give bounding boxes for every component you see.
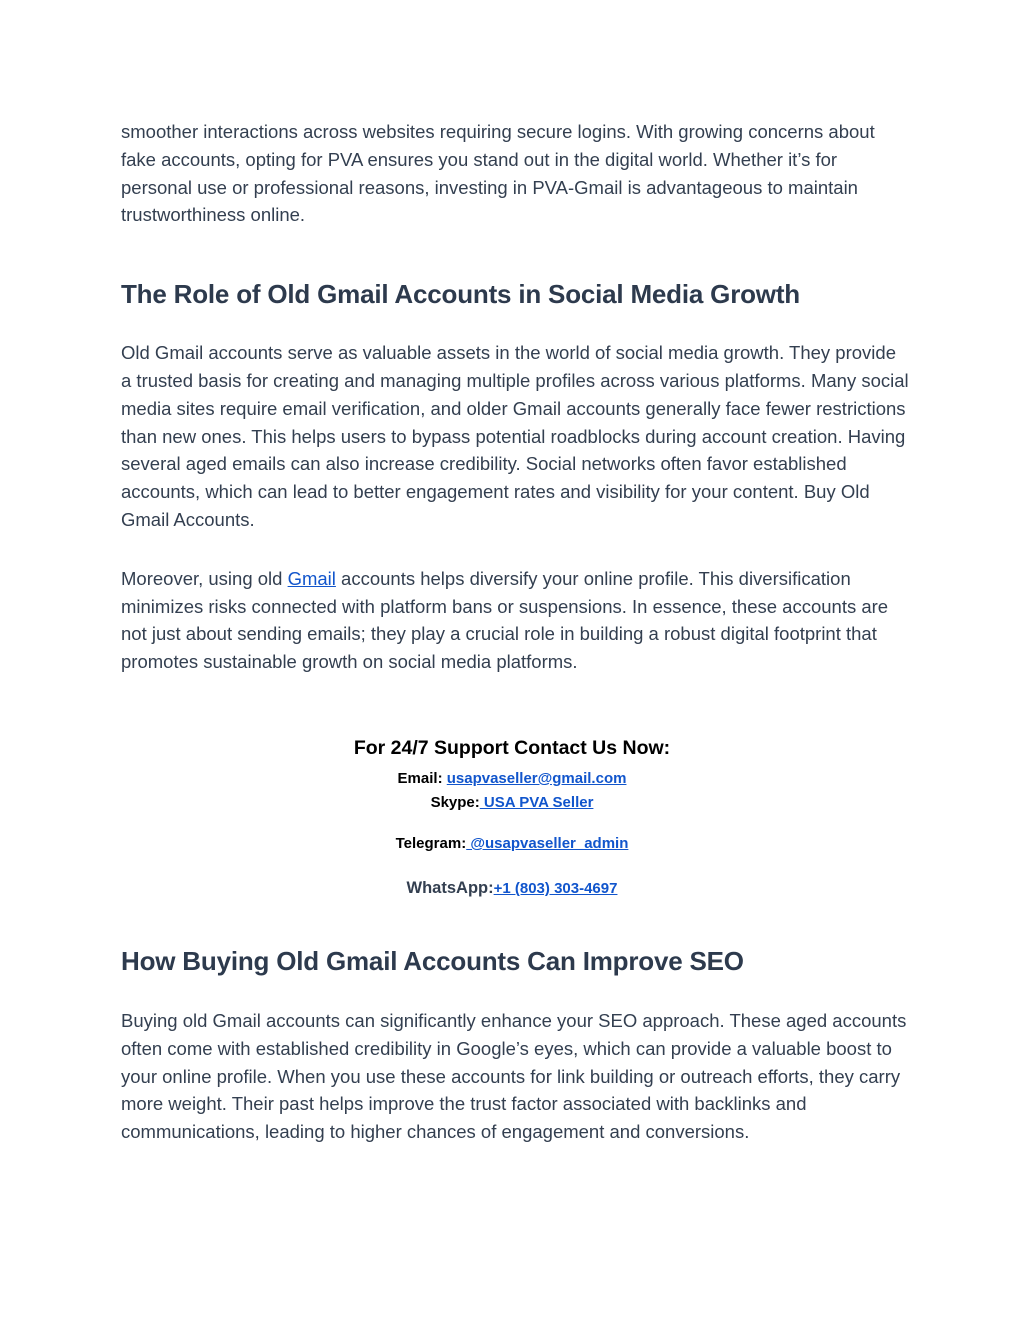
paragraph-text-after-link: accounts helps diversify your online profile. This diversification minimizes risks connected with platform bans or suspensions. In essence, these accounts are not just about sending emails; they play a crucial role in building a robust digital footprint that promotes sustainable growth on social media platforms. xyxy=(121,567,889,673)
contact-telegram-line xyxy=(0,835,1024,852)
skype-link[interactable]: USA PVA Seller xyxy=(479,794,594,811)
social-media-paragraph-1: Old Gmail accounts serve as valuable assets in the world of social media growth. They provide a trusted basis for creating and managing multiple profiles across various platforms. Many social media sites require email verification, and older Gmail accounts generally face fewer restrictions than new ones. This helps users to bypass potential roadblocks during account creation. Having several aged emails can also increase credibility. Social networks often favor established accounts, which can lead to better engagement rates and visibility for your content. Buy Old Gmail Accounts. xyxy=(121,342,909,530)
gmail-link[interactable]: Gmail xyxy=(287,567,336,589)
contact-whatsapp-line xyxy=(0,879,1024,898)
telegram-label: Telegram: xyxy=(395,835,467,852)
document-page xyxy=(121,118,911,676)
seo-paragraph: Buying old Gmail accounts can significantly enhance your SEO approach. These aged accounts often come with established credibility in Google’s eyes, which can provide a valuable boost to your online profile. When you use these accounts for link building or outreach efforts, they carry more weight. Their past helps improve the trust factor associated with backlinks and communications, leading to higher chances of engagement and conversions. xyxy=(121,1010,907,1143)
skype-label: Skype: xyxy=(430,794,480,811)
contact-skype-line xyxy=(0,794,1024,811)
email-link[interactable]: usapvaseller@gmail.com xyxy=(446,770,627,787)
telegram-link[interactable]: @usapvaseller_admin xyxy=(466,835,629,852)
section-heading-seo: How Buying Old Gmail Accounts Can Improve SEO xyxy=(121,946,744,976)
contact-title-text: For 24/7 Support Contact Us Now: xyxy=(353,737,671,759)
contact-title xyxy=(0,737,1024,760)
section-heading-social-media: The Role of Old Gmail Accounts in Social Media Growth xyxy=(121,279,800,310)
seo-section xyxy=(121,946,911,1146)
whatsapp-label: WhatsApp: xyxy=(406,879,494,897)
intro-paragraph: smoother interactions across websites requiring secure logins. With growing concerns about fake accounts, opting for PVA ensures you stand out in the digital world. Whether it’s for personal use or professional reasons, investing in PVA-Gmail is advantageous to maintain trustworthiness online. xyxy=(121,121,875,226)
social-media-paragraph-2 xyxy=(121,565,911,676)
whatsapp-link[interactable]: +1 (803) 303-4697 xyxy=(493,880,618,897)
paragraph-text-before-link: Moreover, using old xyxy=(121,567,288,589)
email-label: Email: xyxy=(397,770,447,787)
contact-email-line xyxy=(0,770,1024,787)
